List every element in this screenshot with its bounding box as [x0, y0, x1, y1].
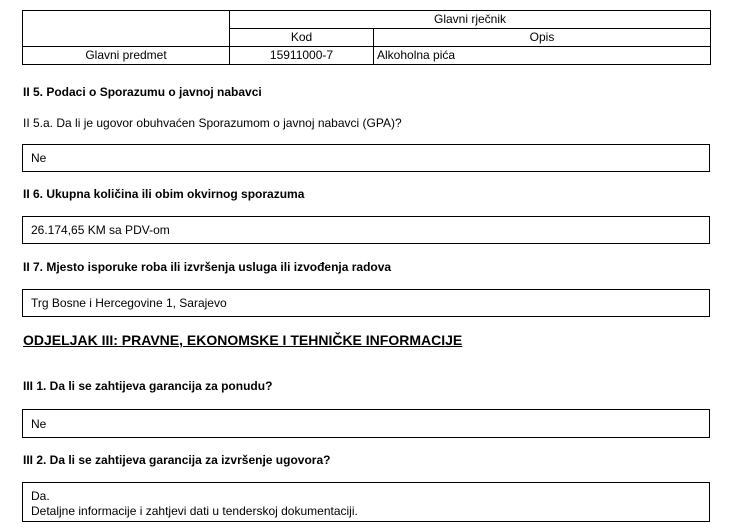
code-column-header: Kod	[230, 29, 374, 47]
empty-cell	[23, 11, 230, 47]
performance-guarantee-heading: III 2. Da li se zahtijeva garancija za izvršenje ugovora?	[23, 453, 331, 467]
section-three-title: ODJELJAK III: PRAVNE, EKONOMSKE I TEHNIČKE INFORMACIJE	[23, 332, 463, 348]
table-row	[23, 11, 711, 29]
delivery-section-heading: II 7. Mjesto isporuke roba ili izvršenja usluga ili izvođenja radova	[23, 260, 392, 274]
gpa-section-heading: II 5. Podaci o Sporazumu o javnoj nabavci	[23, 85, 262, 99]
main-vocabulary-header: Glavni rječnik	[230, 11, 711, 29]
quantity-answer-box	[22, 216, 710, 244]
quantity-answer: 26.174,65 KM sa PDV-om	[31, 223, 170, 237]
performance-guarantee-answer-line1: Da.	[31, 489, 50, 503]
bid-guarantee-heading: III 1. Da li se zahtijeva garancija za ponudu?	[23, 379, 273, 393]
cpv-code-value: 15911000-7	[230, 47, 374, 65]
cpv-description-value: Alkoholna pića	[374, 47, 711, 65]
performance-guarantee-answer-box	[22, 482, 710, 522]
gpa-answer: Ne	[31, 151, 47, 165]
delivery-answer: Trg Bosne i Hercegovine 1, Sarajevo	[31, 296, 227, 310]
delivery-answer-box	[22, 289, 710, 317]
performance-guarantee-answer-line2: Detaljne informacije i zahtjevi dati u tenderskoj dokumentaciji.	[31, 504, 358, 518]
cpv-table	[22, 10, 711, 65]
quantity-section-heading: II 6. Ukupna količina ili obim okvirnog sporazuma	[23, 187, 305, 201]
description-column-header: Opis	[374, 29, 711, 47]
bid-guarantee-answer: Ne	[31, 417, 47, 431]
gpa-answer-box	[22, 144, 710, 172]
bid-guarantee-answer-box	[22, 409, 710, 438]
table-row	[23, 47, 711, 65]
main-subject-label: Glavni predmet	[23, 47, 230, 65]
gpa-question: II 5.a. Da li je ugovor obuhvaćen Sporazumom o javnoj nabavci (GPA)?	[23, 116, 402, 130]
